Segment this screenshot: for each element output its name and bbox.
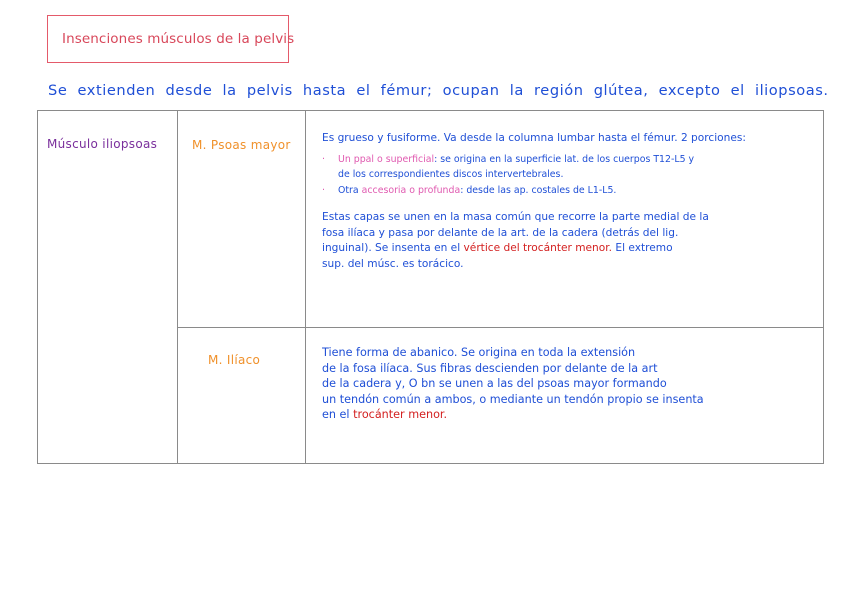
psoas-bullet-2	[322, 183, 817, 199]
psoas-name: M. Psoas mayor	[192, 138, 291, 152]
psoas-insertion-red: vértice del trocánter menor.	[463, 242, 612, 254]
bullet-icon: ·	[322, 153, 325, 165]
iliaco-line-5	[322, 407, 815, 423]
psoas-line-1: Es grueso y fusiforme. Va desde la columna lumbar hasta el fémur. 2 porciones:	[322, 132, 746, 144]
group-cell	[38, 111, 178, 464]
psoas-bullet-1	[322, 152, 817, 168]
psoas-para-line-3	[322, 241, 817, 257]
group-label: Músculo iliopsoas	[47, 137, 158, 151]
iliaco-line-5-start: en el	[322, 408, 350, 422]
iliaco-line-4: un tendón común a ambos, o mediante un tendón propio se insenta	[322, 392, 704, 406]
bullet1-pink: Un ppal o superficial	[338, 153, 435, 165]
intro-text: Se extienden desde la pelvis hasta el fémur; ocupan la región glútea, excepto el iliopsoas.	[48, 82, 829, 99]
psoas-para-line-1: Estas capas se unen en la masa común que recorre la parte medial de la	[322, 211, 709, 223]
iliaco-line-1: Tiene forma de abanico. Se origina en toda la extensión	[322, 346, 636, 359]
psoas-bullet-1-cont: de los correspondientes discos intervertebrales.	[338, 169, 564, 180]
iliaco-name: M. Ilíaco	[208, 353, 261, 367]
iliaco-description	[306, 328, 824, 464]
bullet-icon: ·	[322, 184, 325, 196]
iliaco-line-3: de la cadera y, O bn se unen a las del psoas mayor formando	[322, 377, 667, 391]
iliaco-line-2: de la fosa ilíaca. Sus fibras descienden por delante de la art	[322, 361, 658, 375]
bullet2-pink: accesoria o profunda	[361, 184, 461, 196]
bullet2-rest: : desde las ap. costales de L1-L5.	[460, 184, 617, 196]
page-title: Insenciones músculos de la pelvis	[62, 31, 295, 47]
psoas-description	[306, 111, 824, 328]
table-row	[38, 111, 824, 328]
psoas-para-line-3-end: El extremo	[615, 242, 673, 254]
psoas-name-cell	[178, 111, 306, 328]
psoas-para-line-3-start: inguinal). Se insenta en el	[322, 242, 461, 254]
iliaco-insertion-red: trocánter menor.	[353, 408, 448, 422]
psoas-para-line-2: fosa ilíaca y pasa por delante de la art. de la cadera (detrás del lig.	[322, 226, 679, 239]
psoas-para-line-4: sup. del músc. es torácico.	[322, 257, 464, 270]
iliaco-name-cell	[178, 328, 306, 464]
title-box	[47, 15, 295, 63]
muscles-table	[37, 110, 824, 464]
bullet2-start: Otra	[338, 184, 359, 196]
bullet1-rest: : se origina en la superficie lat. de los cuerpos T12-L5 y	[434, 153, 695, 165]
